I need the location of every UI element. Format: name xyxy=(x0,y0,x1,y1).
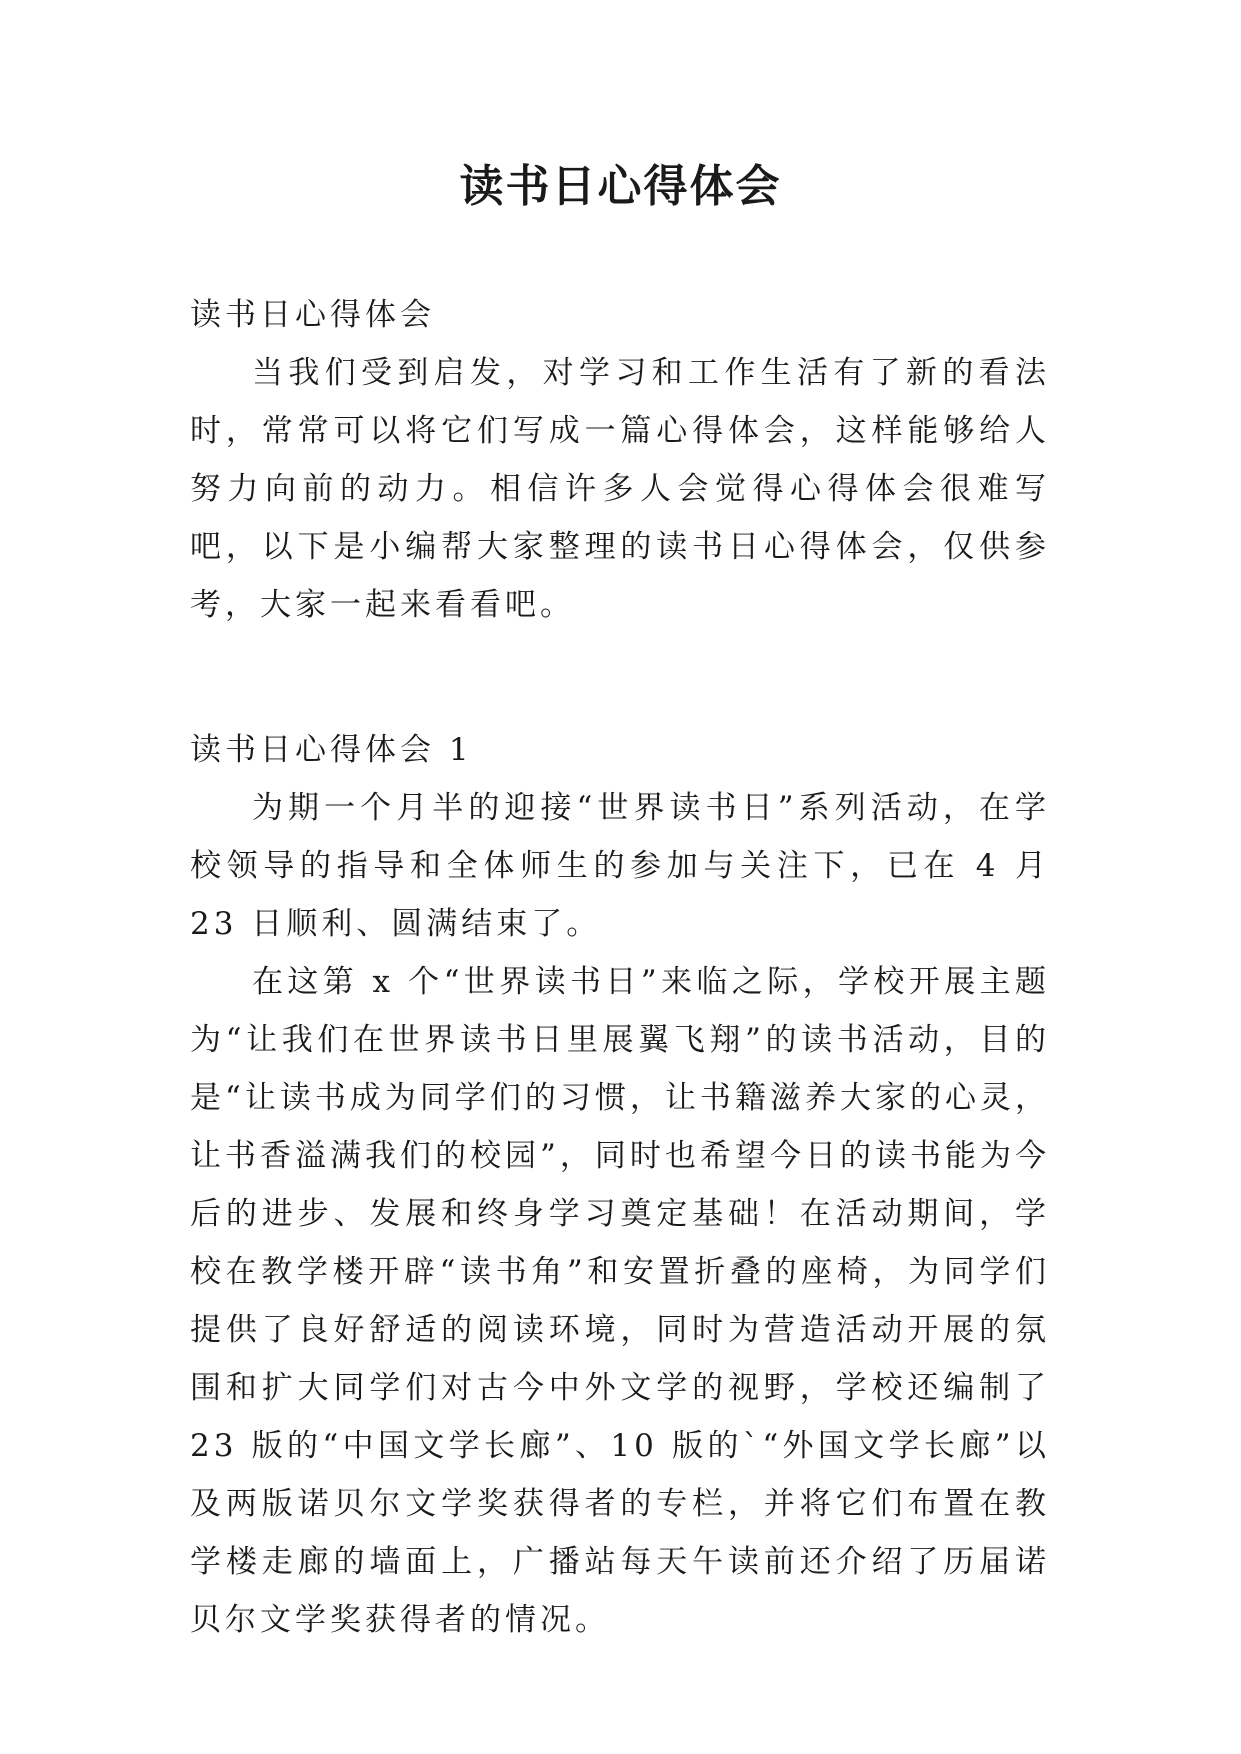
section-spacer xyxy=(190,634,1050,721)
intro-paragraph: 当我们受到启发，对学习和工作生活有了新的看法时，常常可以将它们写成一篇心得体会，这样能够给人努力向前的动力。相信许多人会觉得心得体会很难写吧，以下是小编帮大家整理的读书日心得体会，仅供参考，大家一起来看看吧。 xyxy=(190,355,1050,623)
body-paragraph: 为期一个月半的迎接“世界读书日”系列活动，在学校领导的指导和全体师生的参加与关注下，已在 4 月 23 日顺利、圆满结束了。 xyxy=(190,790,1050,942)
page-title: 读书日心得体会 xyxy=(459,161,782,212)
document-body xyxy=(190,286,1050,1649)
body-paragraph: 在这第 x 个“世界读书日”来临之际，学校开展主题为“让我们在世界读书日里展翼飞翔”的读书活动，目的是“让读书成为同学们的习惯，让书籍滋养大家的心灵，让书香溢满我们的校园”，同时也希望今日的读书能为今后的进步、发展和终身学习奠定基础！在活动期间，学校在教学楼开辟“读书角”和安置折叠的座椅，为同学们提供了良好舒适的阅读环境，同时为营造活动开展的氛围和扩大同学们对古今中外文学的视野，学校还编制了 23 版的“中国文学长廊”、10 版的`“外国文学长廊”以及两版诺贝尔文学奖获得者的专栏，并将它们布置在教学楼走廊的墙面上，广播站每天午读前还介绍了历届诺贝尔文学奖获得者的情况。 xyxy=(190,964,1050,1638)
intro-heading: 读书日心得体会 xyxy=(190,297,435,333)
section-heading: 读书日心得体会 1 xyxy=(190,732,473,768)
